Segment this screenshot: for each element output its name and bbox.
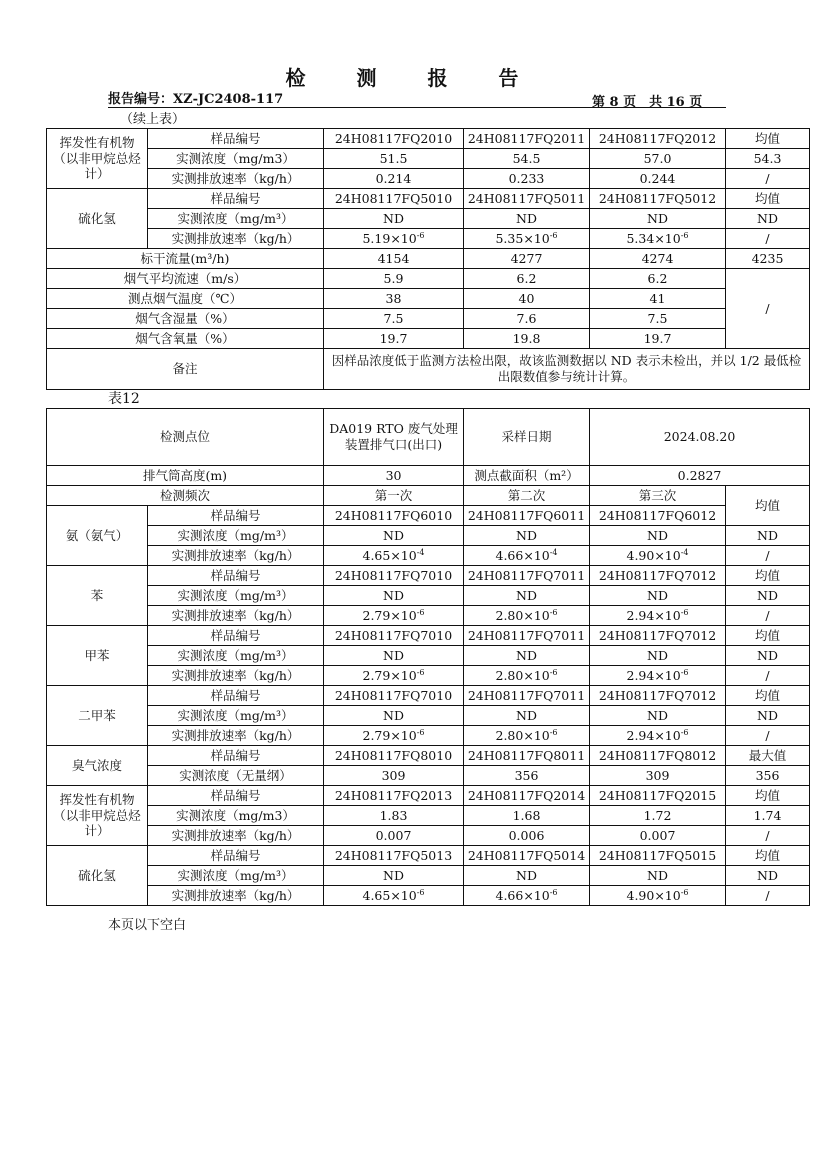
table-row bbox=[47, 526, 810, 546]
value-cell: 7.5 bbox=[324, 309, 464, 329]
value-cell: ND bbox=[464, 586, 590, 606]
row-label: 实测排放速率（kg/h） bbox=[148, 606, 324, 626]
pollutant-name: 甲苯 bbox=[47, 626, 148, 686]
height-row bbox=[47, 466, 810, 486]
value-cell: 24H08117FQ7010 bbox=[324, 566, 464, 586]
value-cell: 24H08117FQ7011 bbox=[464, 626, 590, 646]
value-cell: ND bbox=[590, 586, 726, 606]
row-label: 烟气含湿量（%） bbox=[47, 309, 324, 329]
row-label: 测点烟气温度（℃） bbox=[47, 289, 324, 309]
value-cell: 309 bbox=[324, 766, 464, 786]
value-cell: 0.007 bbox=[590, 826, 726, 846]
param-row bbox=[47, 329, 810, 349]
param-row bbox=[47, 289, 810, 309]
value-cell: / bbox=[726, 826, 810, 846]
value-cell: 19.7 bbox=[590, 329, 726, 349]
row-label: 样品编号 bbox=[148, 786, 324, 806]
value-cell: ND bbox=[464, 209, 590, 229]
value-cell: 24H08117FQ5014 bbox=[464, 846, 590, 866]
value-cell: $5.34\times 10^{-6}$ bbox=[590, 229, 726, 249]
table-row bbox=[47, 606, 810, 626]
value-cell: 24H08117FQ8010 bbox=[324, 746, 464, 766]
value-cell: ND bbox=[590, 866, 726, 886]
value-cell: $4.66\times 10^{-6}$ bbox=[464, 886, 590, 906]
table-row bbox=[47, 746, 810, 766]
value-cell: $5.19\times 10^{-6}$ bbox=[324, 229, 464, 249]
value-cell: 1.83 bbox=[324, 806, 464, 826]
row-label: 排气筒高度(m) bbox=[47, 466, 324, 486]
report-number: 报告编号：XZ-JC2408-117 bbox=[108, 92, 284, 107]
value-cell: 356 bbox=[464, 766, 590, 786]
value-cell: ND bbox=[726, 646, 810, 666]
value-cell: 均值 bbox=[726, 566, 810, 586]
date-value: 2024.08.20 bbox=[590, 409, 810, 466]
value-cell: ND bbox=[726, 706, 810, 726]
remark-row bbox=[47, 349, 810, 390]
value-cell: / bbox=[726, 269, 810, 349]
value-cell: 均值 bbox=[726, 189, 810, 209]
row-label: 实测排放速率（kg/h） bbox=[148, 546, 324, 566]
table-row bbox=[47, 189, 810, 209]
value-cell: 7.6 bbox=[464, 309, 590, 329]
row-label: 标干流量(m³/h) bbox=[47, 249, 324, 269]
report-title: 检 测 报 告 bbox=[285, 66, 541, 90]
row-label: 实测浓度（mg/m3） bbox=[148, 149, 324, 169]
value-cell: 30 bbox=[324, 466, 464, 486]
table-row bbox=[47, 626, 810, 646]
row-label: 样品编号 bbox=[148, 746, 324, 766]
value-cell: 均值 bbox=[726, 686, 810, 706]
value-cell: 24H08117FQ7010 bbox=[324, 686, 464, 706]
value-cell: $2.79\times 10^{-6}$ bbox=[324, 666, 464, 686]
value-cell: 0.233 bbox=[464, 169, 590, 189]
value-cell: 1.74 bbox=[726, 806, 810, 826]
value-cell: 24H08117FQ7012 bbox=[590, 566, 726, 586]
value-cell: 最大值 bbox=[726, 746, 810, 766]
blank-below-note: 本页以下空白 bbox=[108, 918, 187, 933]
pollutant-name: 氨（氨气） bbox=[47, 506, 148, 566]
pollutant-name: 硫化氢 bbox=[47, 846, 148, 906]
row-label: 实测排放速率（kg/h） bbox=[148, 726, 324, 746]
frequency-row bbox=[47, 486, 810, 506]
value-cell: $2.80\times 10^{-6}$ bbox=[464, 726, 590, 746]
pollutant-name: 硫化氢 bbox=[47, 189, 148, 249]
value-cell: $2.94\times 10^{-6}$ bbox=[590, 666, 726, 686]
value-cell: $2.79\times 10^{-6}$ bbox=[324, 606, 464, 626]
table-row bbox=[47, 726, 810, 746]
pollutant-name: 臭气浓度 bbox=[47, 746, 148, 786]
value-cell: 6.2 bbox=[464, 269, 590, 289]
value-cell: 24H08117FQ2012 bbox=[590, 129, 726, 149]
table-row bbox=[47, 566, 810, 586]
value-cell: 4235 bbox=[726, 249, 810, 269]
value-cell: 24H08117FQ6011 bbox=[464, 506, 590, 526]
value-cell: 0.244 bbox=[590, 169, 726, 189]
table-row bbox=[47, 646, 810, 666]
row-label: 实测浓度（mg/m³） bbox=[148, 586, 324, 606]
value-cell: 24H08117FQ7012 bbox=[590, 686, 726, 706]
row-label: 实测浓度（mg/m³） bbox=[148, 209, 324, 229]
table-row bbox=[47, 866, 810, 886]
row-label: 实测浓度（无量纲） bbox=[148, 766, 324, 786]
value-cell: ND bbox=[590, 706, 726, 726]
table-row bbox=[47, 129, 810, 149]
row-label: 样品编号 bbox=[148, 189, 324, 209]
frequency-cell: 第三次 bbox=[590, 486, 726, 506]
remark-text: 因样品浓度低于监测方法检出限，故该监测数据以 ND 表示未检出，并以 1/2 最低检出限数值参与统计计算。 bbox=[324, 349, 810, 390]
value-cell: 24H08117FQ2011 bbox=[464, 129, 590, 149]
value-cell: 24H08117FQ7010 bbox=[324, 626, 464, 646]
value-cell: 24H08117FQ7011 bbox=[464, 566, 590, 586]
value-cell: 19.8 bbox=[464, 329, 590, 349]
value-cell: 均值 bbox=[726, 129, 810, 149]
value-cell: 41 bbox=[590, 289, 726, 309]
value-cell: 38 bbox=[324, 289, 464, 309]
value-cell: 24H08117FQ6012 bbox=[590, 506, 726, 526]
value-cell: ND bbox=[324, 706, 464, 726]
value-cell: 均值 bbox=[726, 846, 810, 866]
row-label: 样品编号 bbox=[148, 846, 324, 866]
value-cell: 24H08117FQ8011 bbox=[464, 746, 590, 766]
value-cell: ND bbox=[464, 646, 590, 666]
row-label: 实测浓度（mg/m³） bbox=[148, 526, 324, 546]
value-cell: 40 bbox=[464, 289, 590, 309]
flow-row bbox=[47, 249, 810, 269]
row-label: 烟气含氧量（%） bbox=[47, 329, 324, 349]
value-cell: 54.5 bbox=[464, 149, 590, 169]
table-row bbox=[47, 546, 810, 566]
value-cell: 24H08117FQ2013 bbox=[324, 786, 464, 806]
value-cell: $4.65\times 10^{-6}$ bbox=[324, 886, 464, 906]
continued-results-table bbox=[46, 128, 810, 390]
value-cell: 24H08117FQ6010 bbox=[324, 506, 464, 526]
value-cell: $2.94\times 10^{-6}$ bbox=[590, 606, 726, 626]
value-cell: 1.72 bbox=[590, 806, 726, 826]
value-cell: 51.5 bbox=[324, 149, 464, 169]
date-label: 采样日期 bbox=[464, 409, 590, 466]
value-cell: 57.0 bbox=[590, 149, 726, 169]
value-cell: ND bbox=[324, 646, 464, 666]
value-cell: / bbox=[726, 546, 810, 566]
row-label: 烟气平均流速（m/s） bbox=[47, 269, 324, 289]
row-label: 样品编号 bbox=[148, 129, 324, 149]
value-cell: 4277 bbox=[464, 249, 590, 269]
pollutant-name: 挥发性有机物（以非甲烷总烃计） bbox=[47, 129, 148, 189]
row-label: 实测排放速率（kg/h） bbox=[148, 826, 324, 846]
header-rule bbox=[108, 107, 726, 108]
table-row bbox=[47, 686, 810, 706]
value-cell: / bbox=[726, 229, 810, 249]
value-cell: 24H08117FQ5013 bbox=[324, 846, 464, 866]
value-cell: 309 bbox=[590, 766, 726, 786]
continued-note: （续上表） bbox=[120, 112, 186, 127]
value-cell: 5.9 bbox=[324, 269, 464, 289]
value-cell: 4154 bbox=[324, 249, 464, 269]
param-row bbox=[47, 309, 810, 329]
value-cell: 19.7 bbox=[324, 329, 464, 349]
value-cell: 24H08117FQ7012 bbox=[590, 626, 726, 646]
table-row bbox=[47, 706, 810, 726]
table-row bbox=[47, 826, 810, 846]
row-label: 实测排放速率（kg/h） bbox=[148, 169, 324, 189]
table-row bbox=[47, 586, 810, 606]
table-row bbox=[47, 806, 810, 826]
frequency-cell: 第一次 bbox=[324, 486, 464, 506]
pollutant-name: 挥发性有机物（以非甲烷总烃计） bbox=[47, 786, 148, 846]
value-cell: 24H08117FQ5010 bbox=[324, 189, 464, 209]
value-cell: 24H08117FQ2015 bbox=[590, 786, 726, 806]
table-row bbox=[47, 666, 810, 686]
pollutant-name: 苯 bbox=[47, 566, 148, 626]
table-row bbox=[47, 169, 810, 189]
row-label: 实测排放速率（kg/h） bbox=[148, 886, 324, 906]
value-cell: ND bbox=[726, 209, 810, 229]
pollutant-name: 二甲苯 bbox=[47, 686, 148, 746]
table-row bbox=[47, 209, 810, 229]
value-cell: 0.2827 bbox=[590, 466, 810, 486]
value-cell: ND bbox=[726, 586, 810, 606]
avg-header: 均值 bbox=[726, 486, 810, 526]
row-label: 实测浓度（mg/m³） bbox=[148, 646, 324, 666]
row-label: 样品编号 bbox=[148, 506, 324, 526]
value-cell: $4.65\times 10^{-4}$ bbox=[324, 546, 464, 566]
value-cell: 0.006 bbox=[464, 826, 590, 846]
value-cell: 24H08117FQ5012 bbox=[590, 189, 726, 209]
value-cell: 均值 bbox=[726, 786, 810, 806]
value-cell: ND bbox=[324, 209, 464, 229]
value-cell: 6.2 bbox=[590, 269, 726, 289]
value-cell: 24H08117FQ5011 bbox=[464, 189, 590, 209]
table-row bbox=[47, 886, 810, 906]
value-cell: 1.68 bbox=[464, 806, 590, 826]
value-cell: 4274 bbox=[590, 249, 726, 269]
value-cell: / bbox=[726, 606, 810, 626]
value-cell: ND bbox=[464, 526, 590, 546]
table-12-label: 表12 bbox=[108, 391, 140, 407]
row-label: 实测浓度（mg/m³） bbox=[148, 706, 324, 726]
param-row bbox=[47, 269, 810, 289]
value-cell: $4.90\times 10^{-6}$ bbox=[590, 886, 726, 906]
value-cell: 54.3 bbox=[726, 149, 810, 169]
point-label: 检测点位 bbox=[47, 409, 324, 466]
value-cell: 24H08117FQ5015 bbox=[590, 846, 726, 866]
point-row bbox=[47, 409, 810, 466]
value-cell: $4.66\times 10^{-4}$ bbox=[464, 546, 590, 566]
value-cell: ND bbox=[590, 646, 726, 666]
value-cell: ND bbox=[590, 526, 726, 546]
frequency-cell: 第二次 bbox=[464, 486, 590, 506]
row-label: 实测浓度（mg/m³） bbox=[148, 866, 324, 886]
value-cell: 24H08117FQ7011 bbox=[464, 686, 590, 706]
value-cell: ND bbox=[324, 866, 464, 886]
value-cell: 24H08117FQ8012 bbox=[590, 746, 726, 766]
row-label: 实测排放速率（kg/h） bbox=[148, 666, 324, 686]
value-cell: 356 bbox=[726, 766, 810, 786]
value-cell: 24H08117FQ2010 bbox=[324, 129, 464, 149]
row-label: 样品编号 bbox=[148, 686, 324, 706]
value-cell: ND bbox=[324, 526, 464, 546]
value-cell: 24H08117FQ2014 bbox=[464, 786, 590, 806]
value-cell: / bbox=[726, 886, 810, 906]
table-row bbox=[47, 229, 810, 249]
row-label: 实测排放速率（kg/h） bbox=[148, 229, 324, 249]
page-indicator: 第 8 页 共 16 页 bbox=[592, 95, 703, 110]
table-row bbox=[47, 766, 810, 786]
table-row bbox=[47, 149, 810, 169]
value-cell: ND bbox=[324, 586, 464, 606]
value-cell: ND bbox=[464, 706, 590, 726]
value-cell: ND bbox=[590, 209, 726, 229]
table-row bbox=[47, 506, 810, 526]
value-cell: 0.214 bbox=[324, 169, 464, 189]
value-cell: 均值 bbox=[726, 626, 810, 646]
value-cell: / bbox=[726, 169, 810, 189]
remark-label: 备注 bbox=[47, 349, 324, 390]
row-label: 测点截面积（m²） bbox=[464, 466, 590, 486]
row-label: 检测频次 bbox=[47, 486, 324, 506]
value-cell: $5.35\times 10^{-6}$ bbox=[464, 229, 590, 249]
value-cell: $2.80\times 10^{-6}$ bbox=[464, 606, 590, 626]
value-cell: ND bbox=[726, 526, 810, 546]
table-row bbox=[47, 786, 810, 806]
value-cell: 0.007 bbox=[324, 826, 464, 846]
value-cell: / bbox=[726, 726, 810, 746]
value-cell: 7.5 bbox=[590, 309, 726, 329]
value-cell: $2.80\times 10^{-6}$ bbox=[464, 666, 590, 686]
table-12 bbox=[46, 408, 810, 906]
value-cell: $2.94\times 10^{-6}$ bbox=[590, 726, 726, 746]
value-cell: / bbox=[726, 666, 810, 686]
value-cell: $2.79\times 10^{-6}$ bbox=[324, 726, 464, 746]
row-label: 实测浓度（mg/m3） bbox=[148, 806, 324, 826]
table-row bbox=[47, 846, 810, 866]
value-cell: ND bbox=[464, 866, 590, 886]
value-cell: ND bbox=[726, 866, 810, 886]
row-label: 样品编号 bbox=[148, 566, 324, 586]
row-label: 样品编号 bbox=[148, 626, 324, 646]
value-cell: $4.90\times 10^{-4}$ bbox=[590, 546, 726, 566]
point-value: DA019 RTO 废气处理装置排气口(出口) bbox=[324, 409, 464, 466]
